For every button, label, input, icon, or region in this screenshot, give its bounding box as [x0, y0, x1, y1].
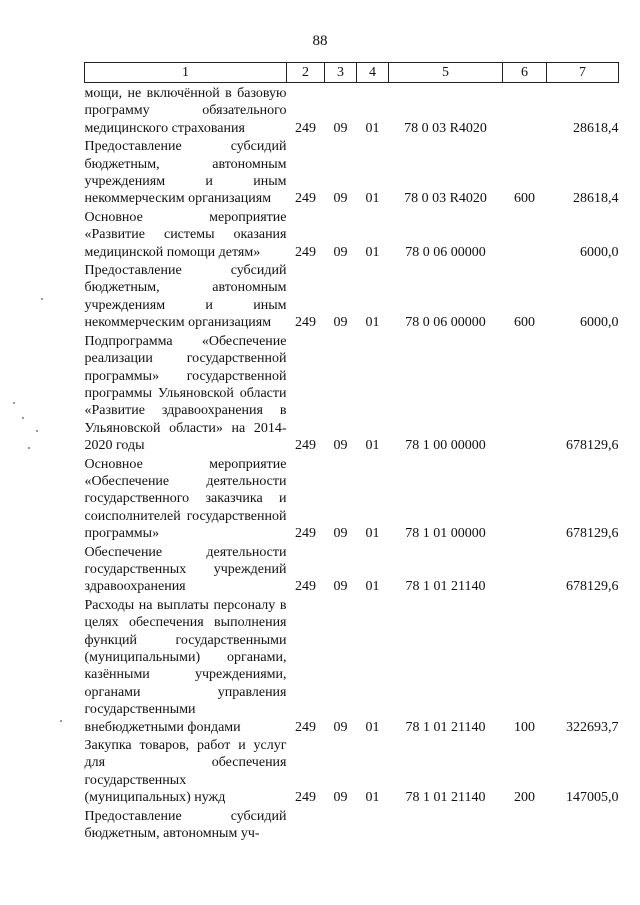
row-description: Закупка товаров, работ и услуг для обеспечения государственных (муниципальных) нужд	[84, 738, 287, 806]
ministry-code: 249	[295, 438, 316, 454]
ministry-code: 249	[295, 244, 316, 260]
row-description: Подпрограмма «Обеспечение реализации государственной программы» государственной программы Ульяновской области «Развитие здравоохранения в Ульяновской области» на 2014-2020 годы	[84, 333, 287, 454]
ministry-code	[287, 808, 325, 844]
expense-type-code: 600	[514, 315, 535, 331]
row-description: мощи, не включённой в базовую программу обязательного медицинского страхования	[84, 86, 287, 136]
subsection-code: 01	[365, 191, 380, 207]
page-number: 88	[312, 33, 328, 49]
column-header: 3	[325, 63, 357, 83]
amount: 28618,4	[573, 120, 619, 136]
subsection-code: 01	[365, 438, 380, 454]
target-article-code: 78 0 03 R4020	[404, 120, 487, 136]
target-article-code: 78 0 03 R4020	[404, 191, 487, 207]
amount: 6000,0	[580, 315, 619, 331]
table-row	[85, 544, 619, 597]
target-article-code: 78 0 06 00000	[405, 315, 486, 331]
expense-type-code: 600	[514, 191, 535, 207]
section-code: 09	[333, 719, 348, 735]
ministry-code: 249	[295, 191, 316, 207]
row-description: Основное мероприятие «Обеспечение деятельности государственного заказчика и соисполнителей государственной программы»	[84, 456, 287, 542]
amount: 147005,0	[566, 790, 619, 806]
section-code: 09	[333, 579, 348, 595]
table-row	[85, 737, 619, 808]
expense-type-code: 200	[514, 790, 535, 806]
scan-speck	[13, 402, 15, 404]
table-row	[85, 456, 619, 544]
column-header: 1	[85, 63, 287, 83]
scan-speck	[36, 430, 38, 432]
target-article-code: 78 1 01 00000	[405, 526, 486, 542]
amount: 28618,4	[573, 191, 619, 207]
section-code: 09	[333, 244, 348, 260]
table-row	[85, 262, 619, 333]
table-row	[85, 138, 619, 209]
subsection-code: 01	[365, 579, 380, 595]
ministry-code: 249	[295, 526, 316, 542]
section-code: 09	[333, 120, 348, 136]
table-row	[85, 83, 619, 139]
subsection-code	[357, 808, 389, 844]
section-code: 09	[333, 526, 348, 542]
subsection-code: 01	[365, 790, 380, 806]
expense-type-code	[503, 209, 547, 262]
column-header: 5	[389, 63, 503, 83]
scan-speck	[28, 447, 30, 449]
subsection-code: 01	[365, 120, 380, 136]
scan-speck	[41, 298, 43, 300]
row-description: Предоставление субсидий бюджетным, автономным учреждениям и иным некоммерческим организациям	[84, 263, 287, 331]
section-code: 09	[333, 438, 348, 454]
section-code: 09	[333, 191, 348, 207]
subsection-code: 01	[365, 719, 380, 735]
expense-type-code: 100	[514, 719, 535, 735]
target-article-code	[389, 808, 503, 844]
ministry-code: 249	[295, 790, 316, 806]
amount: 678129,6	[566, 579, 619, 595]
amount: 6000,0	[580, 244, 619, 260]
target-article-code: 78 1 01 21140	[405, 790, 486, 806]
subsection-code: 01	[365, 315, 380, 331]
amount: 678129,6	[566, 526, 619, 542]
target-article-code: 78 1 01 21140	[405, 719, 486, 735]
subsection-code: 01	[365, 244, 380, 260]
expense-type-code	[503, 83, 547, 139]
row-description: Расходы на выплаты персоналу в целях обеспечения выполнения функций государственными (муниципальными) органами, казёнными учреждениями, органами управления государственными внебюджетными фондами	[84, 597, 287, 735]
amount: 322693,7	[566, 719, 619, 735]
table-row	[85, 333, 619, 456]
table-header-row	[85, 63, 619, 83]
scan-speck	[60, 720, 62, 722]
scan-speck	[22, 417, 24, 419]
amount: 678129,6	[566, 438, 619, 454]
row-description: Предоставление субсидий бюджетным, автономным уч-	[84, 808, 287, 842]
section-code: 09	[333, 315, 348, 331]
target-article-code: 78 0 06 00000	[405, 244, 486, 260]
ministry-code: 249	[295, 120, 316, 136]
ministry-code: 249	[295, 315, 316, 331]
section-code: 09	[333, 790, 348, 806]
table-row	[85, 209, 619, 262]
target-article-code: 78 1 00 00000	[405, 438, 486, 454]
column-header: 7	[547, 63, 619, 83]
subsection-code: 01	[365, 526, 380, 542]
expense-type-code	[503, 544, 547, 597]
expense-type-code	[503, 808, 547, 844]
row-description: Обеспечение деятельности государственных учреждений здравоохранения	[84, 544, 287, 595]
column-header: 2	[287, 63, 325, 83]
table-row	[85, 597, 619, 737]
amount	[547, 808, 619, 844]
row-description: Основное мероприятие «Развитие системы оказания медицинской помощи детям»	[84, 209, 287, 260]
expense-type-code	[503, 456, 547, 544]
expense-type-code	[503, 333, 547, 456]
budget-table	[84, 62, 619, 843]
target-article-code: 78 1 01 21140	[405, 579, 486, 595]
section-code	[325, 808, 357, 844]
column-header: 4	[357, 63, 389, 83]
column-header: 6	[503, 63, 547, 83]
row-description: Предоставление субсидий бюджетным, автономным учреждениям и иным некоммерческим организациям	[84, 139, 287, 207]
ministry-code: 249	[295, 579, 316, 595]
table-row	[85, 808, 619, 844]
ministry-code: 249	[295, 719, 316, 735]
